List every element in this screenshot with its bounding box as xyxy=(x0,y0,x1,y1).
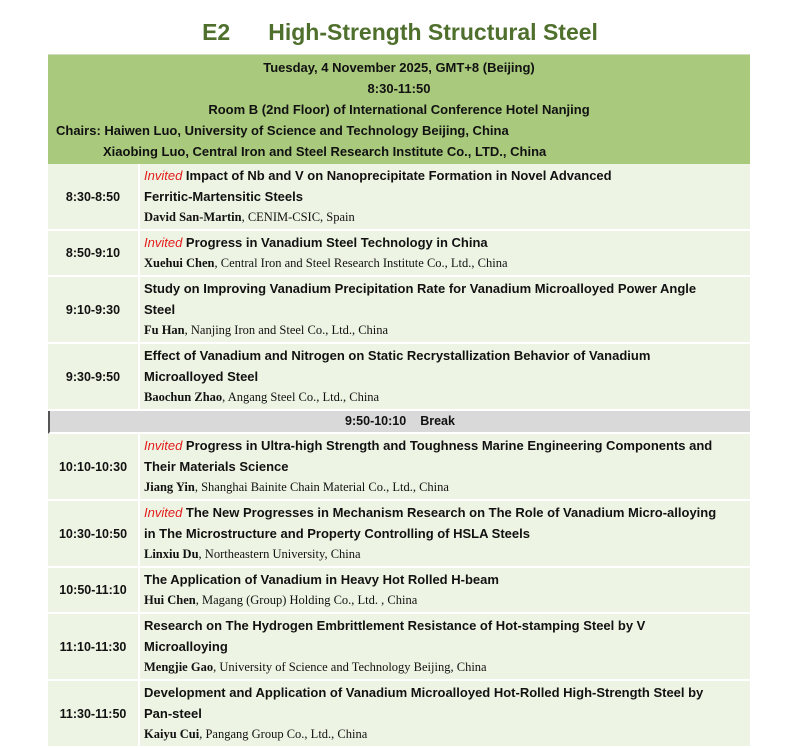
talk-row xyxy=(48,434,750,501)
invited-tag: Invited xyxy=(144,505,183,520)
author-name: Hui Chen xyxy=(144,593,196,607)
talk-row xyxy=(48,231,750,277)
session-date: Tuesday, 4 November 2025, GMT+8 (Beijing) xyxy=(263,60,535,75)
talk-row xyxy=(48,344,750,411)
author-affiliation: , Pangang Group Co., Ltd., China xyxy=(199,727,368,741)
talk-time: 11:30-11:50 xyxy=(48,681,140,746)
talk-time: 9:30-9:50 xyxy=(48,344,140,409)
talk-row xyxy=(48,681,750,748)
invited-tag: Invited xyxy=(144,235,183,250)
session-header xyxy=(48,54,750,164)
talk-title-line2: Microalloyed Steel xyxy=(144,369,259,384)
author-name: Baochun Zhao xyxy=(144,390,223,404)
talk-time: 8:50-9:10 xyxy=(48,231,140,275)
talk-row xyxy=(48,277,750,344)
talk-title-line2: Their Materials Science xyxy=(144,459,289,474)
talk-time: 8:30-8:50 xyxy=(48,164,140,229)
talk-content xyxy=(140,568,750,612)
author-affiliation: , Angang Steel Co., Ltd., China xyxy=(222,390,380,404)
talk-title-line1: Impact of Nb and V on Nanoprecipitate Formation in Novel Advanced xyxy=(182,168,612,183)
talk-time: 11:10-11:30 xyxy=(48,614,140,679)
author-name: Kaiyu Cui xyxy=(144,727,200,741)
talk-author xyxy=(144,477,746,498)
talk-title-line2: Microalloying xyxy=(144,639,228,654)
author-affiliation: , Magang (Group) Holding Co., Ltd. , China xyxy=(195,593,418,607)
author-name: Xuehui Chen xyxy=(144,256,215,270)
session-chair-2: Xiaobing Luo, Central Iron and Steel Research Institute Co., LTD., China xyxy=(103,144,547,159)
talk-author xyxy=(144,724,746,745)
talk-title xyxy=(144,435,746,456)
talk-row xyxy=(48,568,750,614)
author-name: Mengjie Gao xyxy=(144,660,214,674)
talk-title-line2: Steel xyxy=(144,302,176,317)
talk-time: 10:50-11:10 xyxy=(48,568,140,612)
invited-tag: Invited xyxy=(144,438,183,453)
talk-time: 10:30-10:50 xyxy=(48,501,140,566)
talk-title-line2: in The Microstructure and Property Controlling of HSLA Steels xyxy=(144,526,530,541)
talk-row xyxy=(48,501,750,568)
author-name: Linxiu Du xyxy=(144,547,199,561)
talk-title xyxy=(144,232,746,253)
talk-title-line1: Research on The Hydrogen Embrittlement Resistance of Hot-stamping Steel by V xyxy=(144,618,646,633)
talk-title-line1: The New Progresses in Mechanism Research on The Role of Vanadium Micro-alloying xyxy=(182,505,717,520)
author-name: Jiang Yin xyxy=(144,480,195,494)
invited-tag: Invited xyxy=(144,168,183,183)
talk-time: 9:10-9:30 xyxy=(48,277,140,342)
talk-author xyxy=(144,320,746,341)
session-time: 8:30-11:50 xyxy=(367,81,431,96)
talk-title-line2: Ferritic-Martensitic Steels xyxy=(144,189,303,204)
talk-author xyxy=(144,253,746,274)
talk-content xyxy=(140,434,750,499)
author-affiliation: , Nanjing Iron and Steel Co., Ltd., China xyxy=(184,323,389,337)
talk-title xyxy=(144,165,746,186)
talk-title-line1: Study on Improving Vanadium Precipitation Rate for Vanadium Microalloyed Power Angle xyxy=(144,281,697,296)
talk-row xyxy=(48,164,750,231)
author-affiliation: , University of Science and Technology Beijing, China xyxy=(213,660,487,674)
talk-author xyxy=(144,590,746,611)
talk-title-line2: Pan-steel xyxy=(144,706,202,721)
break-time: 9:50-10:10 xyxy=(345,414,407,428)
author-name: David San-Martin xyxy=(144,210,242,224)
break-row xyxy=(48,411,750,434)
author-affiliation: , Shanghai Bainite Chain Material Co., Ltd., China xyxy=(194,480,449,494)
talk-time: 10:10-10:30 xyxy=(48,434,140,499)
talk-content xyxy=(140,164,750,229)
session-table xyxy=(48,54,750,748)
talk-author xyxy=(144,657,746,678)
talk-content xyxy=(140,344,750,409)
talk-title-line1: Progress in Ultra-high Strength and Toughness Marine Engineering Components and xyxy=(182,438,713,453)
talk-author xyxy=(144,544,746,565)
author-affiliation: , Northeastern University, China xyxy=(198,547,361,561)
talk-title-line1: Effect of Vanadium and Nitrogen on Static Recrystallization Behavior of Vanadium xyxy=(144,348,651,363)
session-heading xyxy=(0,14,800,50)
talk-content xyxy=(140,501,750,566)
talk-title xyxy=(144,502,746,523)
talk-content xyxy=(140,681,750,746)
talk-title-line1: The Application of Vanadium in Heavy Hot Rolled H-beam xyxy=(144,572,499,587)
talk-title-line1: Progress in Vanadium Steel Technology in China xyxy=(182,235,488,250)
author-affiliation: , CENIM-CSIC, Spain xyxy=(241,210,355,224)
talk-content xyxy=(140,231,750,275)
break-label: Break xyxy=(420,414,455,428)
talk-author xyxy=(144,387,746,408)
talk-content xyxy=(140,277,750,342)
session-code: E2 xyxy=(202,19,231,45)
session-title: High-Strength Structural Steel xyxy=(268,19,598,45)
author-name: Fu Han xyxy=(144,323,185,337)
talk-content xyxy=(140,614,750,679)
author-affiliation: , Central Iron and Steel Research Institute Co., Ltd., China xyxy=(214,256,508,270)
session-chair-1: Chairs: Haiwen Luo, University of Science and Technology Beijing, China xyxy=(56,123,509,138)
talk-title-line1: Development and Application of Vanadium Microalloyed Hot-Rolled High-Strength Steel by xyxy=(144,685,704,700)
session-room: Room B (2nd Floor) of International Conference Hotel Nanjing xyxy=(208,102,590,117)
talk-author xyxy=(144,207,746,228)
talk-row xyxy=(48,614,750,681)
